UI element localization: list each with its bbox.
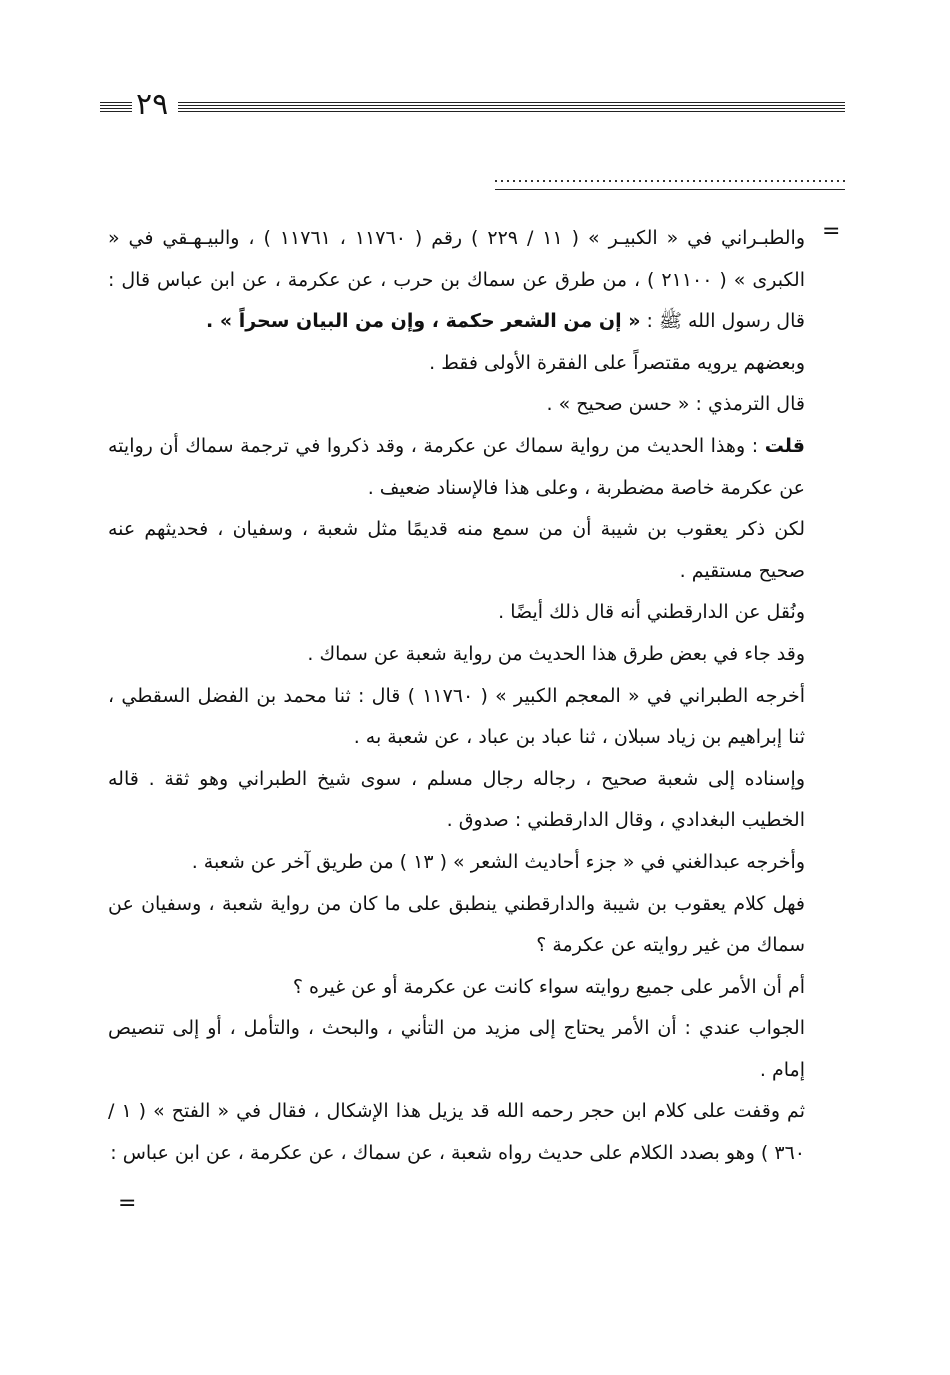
paragraph-5: لكن ذكر يعقوب بن شيبة أن من سمع منه قديمًا مثل شعبة ، وسفيان ، فحديثهم عنه صحيح مستقيم . (108, 518, 805, 582)
paragraph-11: فهل كلام يعقوب بن شيبة والدارقطني ينطبق على ما كان من رواية شعبة ، وسفيان عن سماك من غير روايته عن عكرمة ؟ (108, 892, 805, 957)
continuation-mark-bottom: = (118, 1191, 137, 1216)
page-number: ٢٩ (136, 87, 169, 122)
hadith-quote: « إن من الشعر حكمة ، وإن من البيان سحراً » . (206, 310, 641, 333)
footnote-separator-dots (495, 180, 845, 182)
paragraph-8: أخرجه الطبراني في « المعجم الكبير » ( ١١٧٦٠ ) قال : ثنا محمد بن الفضل السقطي ، ثنا إبراهيم بن زياد سبلان ، ثنا عباد بن عباد ، عن شعبة به . (108, 684, 805, 749)
paragraph-14: ثم وقفت على كلام ابن حجر رحمه الله قد يزيل هذا الإشكال ، فقال في « الفتح » ( ١ / ٣٦٠ ) وهو بصدد الكلام على حديث رواه شعبة ، عن سماك ، عن عكرمة ، عن ابن عباس : (108, 1100, 805, 1165)
footnote-separator-line (495, 189, 845, 190)
header-rule-left (100, 102, 132, 114)
paragraph-6: ونُقل عن الدارقطني أنه قال ذلك أيضًا . (498, 601, 805, 624)
footnote-text (108, 218, 805, 1175)
paragraph-2: وبعضهم يرويه مقتصراً على الفقرة الأولى فقط . (429, 351, 805, 374)
paragraph-4 (108, 426, 805, 509)
footnote-separator (495, 180, 845, 190)
paragraph-7: وقد جاء في بعض طرق هذا الحديث من رواية شعبة عن سماك . (307, 642, 805, 665)
paragraph-9: وإسناده إلى شعبة صحيح ، رجاله رجال مسلم ، سوى شيخ الطبراني وهو ثقة . قاله الخطيب البغدادي ، وقال الدارقطني : صدوق . (108, 767, 805, 832)
paragraph-3: قال الترمذي : « حسن صحيح » . (546, 393, 805, 416)
paragraph-1 (108, 218, 805, 343)
paragraph-4-text: : وهذا الحديث من رواية سماك عن عكرمة ، وقد ذكروا في ترجمة سماك أن روايته عن عكرمة خاصة مضطربة ، وعلى هذا فالإسناد ضعيف . (108, 434, 805, 499)
paragraph-12: أم أن الأمر على جميع روايته سواء كانت عن عكرمة أو عن غيره ؟ (292, 975, 805, 998)
continuation-mark-top: = (822, 219, 841, 244)
paragraph-10: وأخرجه عبدالغني في « جزء أحاديث الشعر » ( ١٣ ) من طريق آخر عن شعبة . (191, 850, 805, 873)
paragraph-1-text: والطبـراني في « الكبيـر » ( ١١ / ٢٢٩ ) رقم ( ١١٧٦٠ ، ١١٧٦١ ) ، والبيـهـقي في « الكبرى » ( ٢١١٠٠ ) ، من طرق عن سماك بن حرب ، عن عكرمة ، عن ابن عباس قال : قال رسول الله ﷺ : (108, 227, 806, 333)
paragraph-4-lead: قلت (764, 434, 805, 457)
page-header (100, 88, 845, 128)
header-rule-right (178, 102, 845, 114)
paragraph-13: الجواب عندي : أن الأمر يحتاج إلى مزيد من التأني ، والبحث ، والتأمل ، أو إلى تنصيص إمام . (108, 1017, 805, 1081)
